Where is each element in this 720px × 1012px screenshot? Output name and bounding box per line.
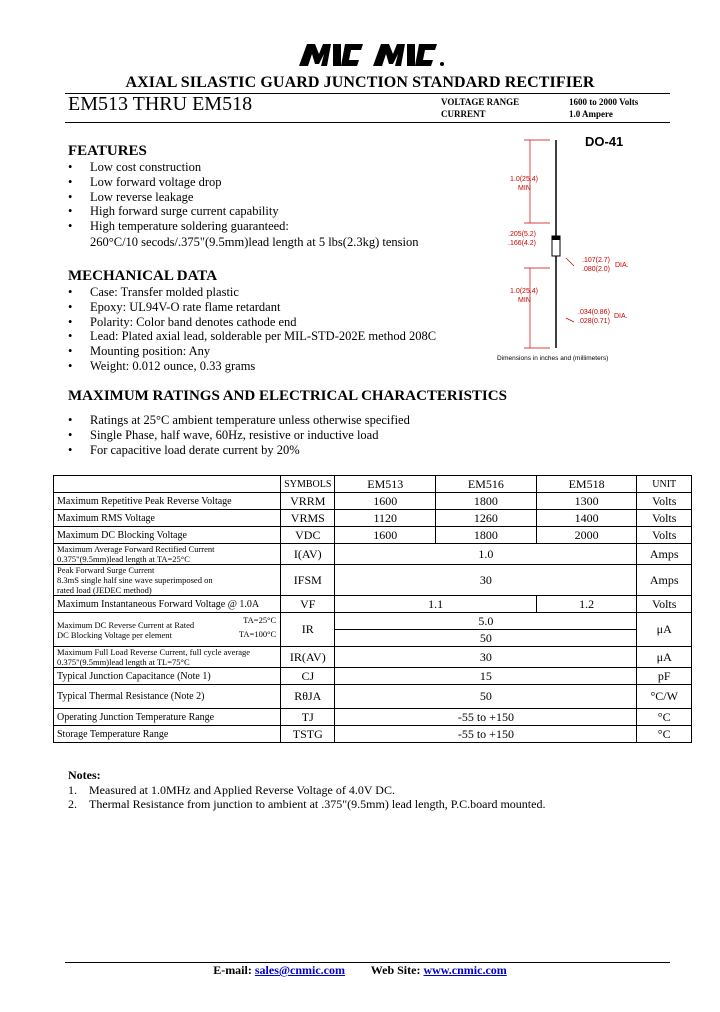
value-cell: 5.0	[335, 613, 637, 630]
current-value: 1.0 Ampere	[569, 109, 613, 119]
lead-length-bottom: 1.0(25.4)	[510, 288, 539, 295]
param-cell: Typical Junction Capacitance (Note 1)	[54, 668, 281, 685]
mechanical-list	[68, 285, 436, 374]
body-dia-a: .107(2.7)	[582, 257, 611, 264]
table-row	[54, 544, 692, 565]
table-row	[54, 685, 692, 709]
voltage-range-value: 1600 to 2000 Volts	[569, 97, 639, 107]
param-cell: Maximum Instantaneous Forward Voltage @ 1.0A	[54, 596, 281, 613]
body-dia-b: .080(2.0)	[582, 266, 611, 273]
body-dia-label: DIA.	[615, 262, 629, 269]
param-cell: Peak Forward Surge Current 8.3mS single half sine wave superimposed on rated load (JEDEC method)	[54, 565, 281, 596]
email-link[interactable]: sales@cnmic.com	[254, 963, 345, 977]
list-item: • High forward surge current capability	[68, 204, 279, 219]
value-cell: 2000	[536, 527, 637, 544]
table-row	[54, 709, 692, 726]
value-cell: 1.1	[335, 596, 536, 613]
value-cell: 1600	[335, 493, 436, 510]
part-range: EM513 THRU EM518	[68, 93, 253, 115]
current-label: CURRENT	[441, 109, 486, 119]
header-em516: EM516	[436, 476, 537, 493]
list-item: • Case: Transfer molded plastic	[68, 285, 239, 299]
symbol-cell: IR	[281, 613, 335, 647]
email-label: E-mail:	[213, 963, 252, 977]
list-item: • Single Phase, half wave, 60Hz, resistive or inductive load	[68, 427, 379, 442]
ratings-title: MAXIMUM RATINGS AND ELECTRICAL CHARACTERISTICS	[68, 388, 507, 404]
website-link[interactable]: www.cnmic.com	[423, 963, 507, 977]
param-cell: Maximum Repetitive Peak Reverse Voltage	[54, 493, 281, 510]
symbol-cell: IR(AV)	[281, 647, 335, 668]
unit-cell: pF	[637, 668, 692, 685]
param-cell: Operating Junction Temperature Range	[54, 709, 281, 726]
unit-cell: μA	[637, 647, 692, 668]
footer	[0, 963, 720, 978]
value-cell: 50	[335, 630, 637, 647]
param-cell: Maximum RMS Voltage	[54, 510, 281, 527]
condition-2: TA=100°C	[238, 629, 277, 639]
table-row	[54, 726, 692, 743]
param-cell: Maximum DC Reverse Current at Rated DC Blocking Voltage per element TA=25°C TA=100°C	[54, 613, 281, 647]
unit-cell: μA	[637, 613, 692, 647]
table-row	[54, 565, 692, 596]
param-cell: Maximum Full Load Reverse Current, full cycle average 0.375"(9.5mm)lead length at TL=75°C	[54, 647, 281, 668]
lead-dia-b: .028(0.71)	[578, 318, 610, 325]
list-item: • Low reverse leakage	[68, 189, 194, 204]
voltage-range-label: VOLTAGE RANGE	[441, 97, 520, 107]
characteristics-table	[53, 475, 692, 743]
table-row	[54, 493, 692, 510]
list-item: • Low cost construction	[68, 160, 202, 174]
notes-title: Notes:	[68, 768, 101, 782]
value-cell: 1260	[436, 510, 537, 527]
unit-cell: Amps	[637, 544, 692, 565]
lead-min-bottom: MIN	[518, 297, 531, 304]
value-cell: -55 to +150	[335, 709, 637, 726]
table-row	[54, 596, 692, 613]
ratings-list	[68, 413, 410, 457]
value-cell: 1300	[536, 493, 637, 510]
header-em513: EM513	[335, 476, 436, 493]
list-item: • Ratings at 25°C ambient temperature unless otherwise specified	[68, 413, 410, 427]
features-title: FEATURES	[68, 143, 147, 159]
list-item: • For capacitive load derate current by 20%	[68, 442, 300, 457]
lead-dia-a: .034(0.86)	[578, 309, 610, 316]
ratings-values	[569, 96, 638, 120]
dimension-caption: Dimensions in inches and (millimeters)	[497, 355, 609, 362]
value-cell: 30	[335, 565, 637, 596]
condition-1: TA=25°C	[243, 615, 277, 625]
value-cell: 30	[335, 647, 637, 668]
notes-section	[68, 768, 545, 812]
document-title: AXIAL SILASTIC GUARD JUNCTION STANDARD RECTIFIER	[125, 74, 595, 91]
body-length-a: .205(5.2)	[508, 231, 537, 238]
value-cell: 1120	[335, 510, 436, 527]
symbol-cell: VF	[281, 596, 335, 613]
list-item: • Epoxy: UL94V-O rate flame retardant	[68, 299, 281, 314]
lead-min-top: MIN	[518, 185, 531, 192]
symbol-cell: VDC	[281, 527, 335, 544]
unit-cell: Volts	[637, 493, 692, 510]
symbol-cell: I(AV)	[281, 544, 335, 565]
value-cell: 50	[335, 685, 637, 709]
symbol-cell: RθJA	[281, 685, 335, 709]
symbol-cell: VRRM	[281, 493, 335, 510]
param-cell: Storage Temperature Range	[54, 726, 281, 743]
param-cell: Maximum DC Blocking Voltage	[54, 527, 281, 544]
symbol-cell: VRMS	[281, 510, 335, 527]
table-row	[54, 647, 692, 668]
header-blank	[54, 476, 281, 493]
table-row	[54, 527, 692, 544]
list-item: • Low forward voltage drop	[68, 174, 222, 189]
value-cell: 1800	[436, 527, 537, 544]
mechanical-title: MECHANICAL DATA	[68, 268, 218, 284]
list-item: • Mounting position: Any	[68, 344, 211, 359]
ratings-labels	[441, 96, 519, 120]
unit-cell: Volts	[637, 527, 692, 544]
symbol-cell: TSTG	[281, 726, 335, 743]
table-header-row	[54, 476, 692, 493]
package-diagram	[490, 128, 680, 368]
unit-cell: Volts	[637, 596, 692, 613]
header-unit: UNIT	[637, 476, 692, 493]
symbol-cell: TJ	[281, 709, 335, 726]
unit-cell: Volts	[637, 510, 692, 527]
lead-dia-label: DIA.	[614, 313, 628, 320]
table-row	[54, 613, 692, 630]
lead-length-top: 1.0(25.4)	[510, 176, 539, 183]
table-row	[54, 510, 692, 527]
unit-cell: °C	[637, 726, 692, 743]
header-symbols: SYMBOLS	[281, 476, 335, 493]
unit-cell: °C/W	[637, 685, 692, 709]
param-cell: Maximum Average Forward Rectified Current 0.375"(9.5mm)lead length at TA=25°C	[54, 544, 281, 565]
list-item: • Lead: Plated axial lead, solderable per MIL-STD-202E method 208C	[68, 329, 437, 344]
value-cell: -55 to +150	[335, 726, 637, 743]
symbol-cell: CJ	[281, 668, 335, 685]
param-cell: Typical Thermal Resistance (Note 2)	[54, 685, 281, 709]
list-item: • Weight: 0.012 ounce, 0.33 grams	[68, 358, 256, 373]
value-cell: 1600	[335, 527, 436, 544]
divider	[65, 122, 670, 123]
value-cell: 15	[335, 668, 637, 685]
package-name: DO-41	[585, 134, 624, 149]
value-cell: 1.2	[536, 596, 637, 613]
table-row	[54, 668, 692, 685]
note-item: 1. Measured at 1.0MHz and Applied Reverse Voltage of 4.0V DC.	[68, 782, 395, 797]
list-item-continuation: 260°C/10 secods/.375"(9.5mm)lead length at 5 lbs(2.3kg) tension	[90, 234, 419, 249]
value-cell: 1400	[536, 510, 637, 527]
body-length-b: .166(4.2)	[508, 240, 537, 247]
header-em518: EM518	[536, 476, 637, 493]
value-cell: 1.0	[335, 544, 637, 565]
list-item: • Polarity: Color band denotes cathode end	[68, 314, 297, 329]
web-label: Web Site:	[370, 963, 421, 977]
note-item: 2. Thermal Resistance from junction to ambient at .375"(9.5mm) lead length, P.C.board mounted.	[68, 797, 546, 811]
company-logo	[297, 42, 447, 68]
unit-cell: Amps	[637, 565, 692, 596]
unit-cell: °C	[637, 709, 692, 726]
features-list	[68, 160, 418, 250]
list-item: • High temperature soldering guaranteed:	[68, 219, 289, 234]
value-cell: 1800	[436, 493, 537, 510]
symbol-cell: IFSM	[281, 565, 335, 596]
